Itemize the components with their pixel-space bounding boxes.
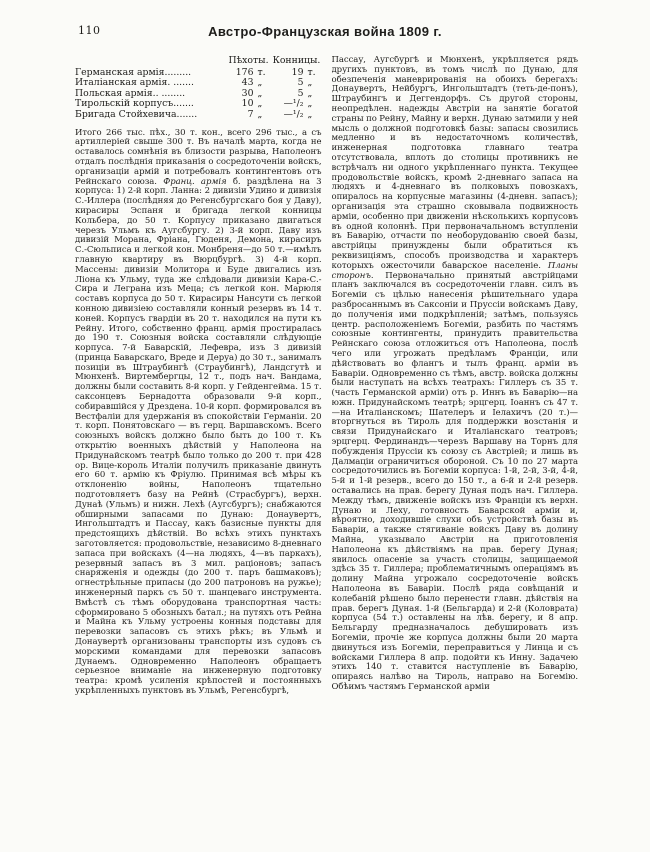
cavalry-value: —¹/₂ [283, 98, 304, 110]
infantry-unit: т. [257, 66, 266, 78]
cavalry-unit: „ [307, 98, 313, 110]
body-text-segment: Пассау, Аугсбургѣ и Мюнхенѣ, укрѣпляется рядъ другихъ пунктовъ, въ томъ числѣ по Дунаю, для обезпеченія маневрированія на обоихъ берегахъ: Донаувертъ, Нейбургъ, Ингольштадтъ (теть-де-понъ), Штраубингъ и Деггендорфъ. Съ другой стороны, неопредѣлен. надежды Австріи на занятіе богатой страны по Рейну, Майну и верхн. Дунаю затмили у ней мысль о должной подготовкѣ базы: запасы свозились медленно и въ недостаточномъ количествѣ, инженерная подготовка главнаго театра отсутствовала, вплоть до столицы противникъ не встрѣчалъ ни одного укрѣпленнаго пункта. Текущее продовольствіе войскъ, кромѣ 2-дневнаго запаса на людяхъ и 4-дневнаго въ полковыхъ повозкахъ, опиралось на корпусные магазины (4-дневн. запасъ); организація эта страшно сковывала подвижность арміи, особенно при движеніи нѣсколькихъ корпусовъ въ одной колоннѣ. При первоначальномъ вступленіи въ Баварію, отчасти по необорудованію своей базы, австрійцы принуждены были обратиться къ реквизиціямъ, способъ производства и характеръ которыхъ ожесточили баварское населеніе. [331, 56, 578, 271]
infantry-value: 7 [247, 108, 254, 120]
infantry-value: 43 [241, 77, 254, 89]
page-number: 110 [78, 24, 101, 37]
cavalry-value: 5 [297, 77, 304, 89]
text-columns [75, 56, 578, 792]
infantry-unit: „ [257, 77, 263, 89]
row-label: Германская армія......... [75, 67, 192, 78]
table-header-spacer [75, 56, 226, 67]
cavalry-value: —¹/₂ [283, 108, 304, 120]
cavalry-value: 5 [297, 87, 304, 99]
infantry-value: 176 [235, 66, 254, 78]
body-text-segment: Итого 266 тыс. пѣх., 30 т. кон., всего 296 тыс., а съ артиллеріей свыше 300 т. Въ началѣ марта, когда не оставалось сомнѣнія въ близости разрыва, Наполеонъ отдалъ послѣднія приказанія о сосредоточеніи войскъ, организаціи армій и потребовалъ контингентовъ отъ Рейнскаго союза. [75, 127, 322, 187]
col-header-infantry: Пѣхоты. [228, 56, 269, 66]
table-row [75, 78, 322, 89]
row-label: Польская армія.. ........ [75, 88, 186, 99]
row-label: Италіанская армія. ....... [75, 78, 194, 89]
infantry-unit: „ [257, 98, 263, 110]
col-header-cavalry: Конницы. [272, 56, 321, 66]
table-header-row [75, 56, 322, 67]
cavalry-unit: т. [307, 66, 316, 78]
infantry-value: 30 [241, 87, 254, 99]
cavalry-value: 19 [291, 66, 304, 78]
page-title: Австро-Французская война 1809 г. [208, 24, 442, 39]
army-strength-table [75, 56, 322, 121]
body-text-segment: Первоначально принятый австрійцами планъ заключался въ сосредоточеніи главн. силъ въ Богеміи съ цѣлью нанесенія рѣшительнаго удара разбросаннымъ въ Саксоніи и Пруссіи войскамъ Даву, до полученія ими подкрѣпленій; затѣмъ, пользуясь центр. расположеніемъ Богеміи, разбить по частямъ союзные контингенты, принудить правительства Рейнскаго союза отложиться отъ Наполеона, послѣ чего или угрожать предѣламъ Франціи, или дѣйствовать во флангъ и тылъ франц. арміи въ Баваріи. Одновременно съ тѣмъ, австр. войска должны были наступать на всѣхъ театрахъ: Гиллеръ съ 35 т. (часть Германской арміи) отъ р. Иннъ въ Баварію—на южн. Придунайскомъ театрѣ; эрцгерц. Іоаннъ съ 47 т.—на Италіанскомъ; Шателеръ и Іелахичъ (20 т.)—вторгнуться въ Тироль для поддержки возстанія и связи Придунайскаго и Италіанскаго театровъ; эрцгерц. Фердинандъ—черезъ Варшаву на Торнъ для побужденія Пруссіи къ союзу съ Австріей; и лишь въ Далмаціи ограничиться обороной. Съ 10 по 27 марта сосредоточились въ Богеміи корпуса: 1-й, 2-й, 3-й, 4-й, 5-й и 1-й резерв., всего до 150 т., а 6-й и 2-й резерв. оставались на прав. берегу Дуная подъ нач. Гиллера. Между тѣмъ, движеніе войскъ изъ Франціи къ верхн. Дунаю и Леху, готовность Баварской арміи и, вѣроятно, доходившіе слухи объ устройствѣ базы въ Баваріи, а также стягиваніе войскъ Даву въ долину Майна, указывало Австріи на приготовленія Наполеона къ дѣйствіямъ на прав. берегу Дуная; явилось опасеніе за участь столицы, защищаемой здѣсь 35 т. Гиллера; проблематичнымъ операціямъ въ долину Майна угрожало сосредоточеніе войскъ Наполеона въ Баваріи. Послѣ ряда совѣщаній и колебаній рѣшено было перенести главн. дѣйствія на прав. берегъ Дуная. 1-й (Бельгарда) и 2-й (Коловрата) корпуса (54 т.) оставлены на лѣв. берегу, и 8 апр. Бельгарду предназначалось дебушировать изъ Богеміи, прочіе же корпуса должны были 20 марта двинуться изъ Богеміи, переправиться у Линца и съ войсками Гиллера 8 апр. подойти къ Инну. Задачею этихъ 140 т. ставится наступленіе въ Баварію, опираясь налѣво на Тироль, направо на Богемію. Обѣимъ частямъ Германской арміи [331, 270, 578, 692]
infantry-unit: „ [257, 87, 263, 99]
table-row [75, 110, 322, 121]
right-column-paragraph [332, 56, 579, 693]
table-row [75, 68, 322, 79]
row-label: Тирольскій корпусъ....... [75, 99, 194, 110]
cavalry-unit: „ [307, 108, 313, 120]
inline-heading-french-army: Франц. армія [163, 176, 227, 187]
infantry-unit: „ [257, 108, 263, 120]
left-column [75, 56, 322, 792]
page-header [0, 0, 650, 56]
left-column-paragraph [75, 129, 322, 697]
row-label: Бригада Стойхевича....... [75, 109, 198, 120]
body-text-segment: б. раздѣлена на 3 корпуса: 1) 2-й корп. Ланна: 2 дивизіи Удино и дивизія С.-Иллера (послѣдняя до Регенсбургскаго боя у Даву), кирасиры Эспаня и бригада легкой конницы Кольбера, до 50 т. Корпусу приказано двигаться черезъ Ульмъ къ Аугсбургу. 2) 3-й корп. Даву изъ дивизій Морана, Фріана, Гюденя, Демона, кирасиръ С.-Сюльписа и легкой кон. Монбреня—до 50 т.—имѣлъ главную квартиру въ Вюрцбургѣ. 3) 4-й корп. Массены: дивизіи Молитора и Буде двигались изъ Ліона къ Ульму, туда же слѣдовали дивизіи Кара-С.-Сира и Леграна изъ Меца; съ легкой кон. Марюля составъ корпуса до 50 т. Кирасиры Нансути съ легкой конною дивизіею составляли конный резервъ въ 14 т. коней. Корпусъ гвардіи въ 20 т. находился на пути къ Рейну. Итого, собственно франц. армія простиралась до 190 т. Союзныя войска составляли слѣдующіе корпуса. 7-й Баварскій, Лефевра, изъ 3 дивизій (принца Баварскаго, Вреде и Деруа) до 30 т., занималъ позиціи въ Штраубингѣ (Страубингѣ), Ландсгутѣ и Мюнхенѣ. Виртембергцы, 12 т., подъ нач. Вандама, должны были составить 8-й корп. у Гейденгейма. 15 т. саксонцевъ Бернадотта образовали 9-й корп., собиравшійся у Дрездена. 10-й корп. формировался въ Вестфаліи для удержанія въ спокойствіи Германіи. 20 т. корп. Понятовскаго — въ герц. Варшавскомъ. Всего союзныхъ войскъ должно было быть до 100 т. Къ открытію военныхъ дѣйствій у Наполеона на Придунайскомъ театрѣ было только до 200 т. при 428 ор. Вице-король Италіи получилъ приказаніе двинуть его 60 т. армію къ Фріулю. Принимая всѣ мѣры къ отклоненію войны, Наполеонъ тщательно подготовляетъ базу на Рейнѣ (Страсбургъ), верхн. Дунаѣ (Ульмъ) и нижн. Лехѣ (Аугсбургъ); снабжаются обширными запасами по Дунаю: Донаувертъ, Ингольштадтъ и Пассау, какъ базисные пункты для предстоящихъ дѣйствій. Во всѣхъ этихъ пунктахъ заготовляется: продовольствіе, независимо 8-дневнаго запаса при войскахъ (4—на людяхъ, 4—въ паркахъ), резервный запасъ въ 3 мил. раціоновъ; запасъ снаряженія и одежды (до 200 т. паръ башмаковъ); огнестрѣльные припасы (до 200 патроновъ на ружье); инженерный паркъ съ 50 т. шанцеваго инструмента. Вмѣстѣ съ тѣмъ оборудована транспортная часть: сформировано 5 обозныхъ батал.; на путяхъ отъ Рейна и Майна къ Ульму устроены конныя подставы для перевозки запасовъ съ этихъ рѣкъ; въ Ульмѣ и Донаувертѣ организованы транспорты изъ судовъ съ морскими командами для перевозки запасовъ Дунаемъ. Одновременно Наполеонъ обращаетъ серьезное вниманіе на инженерную подготовку театра: кромѣ усиленія крѣпостей и постоянныхъ укрѣпленныхъ пунктовъ въ Ульмѣ, Регенсбургѣ, [75, 176, 322, 696]
cavalry-unit: „ [307, 87, 313, 99]
infantry-value: 10 [241, 98, 254, 110]
inline-heading-plans: Планы сторонъ. [331, 260, 578, 281]
cavalry-unit: „ [307, 77, 313, 89]
right-column [332, 56, 579, 792]
